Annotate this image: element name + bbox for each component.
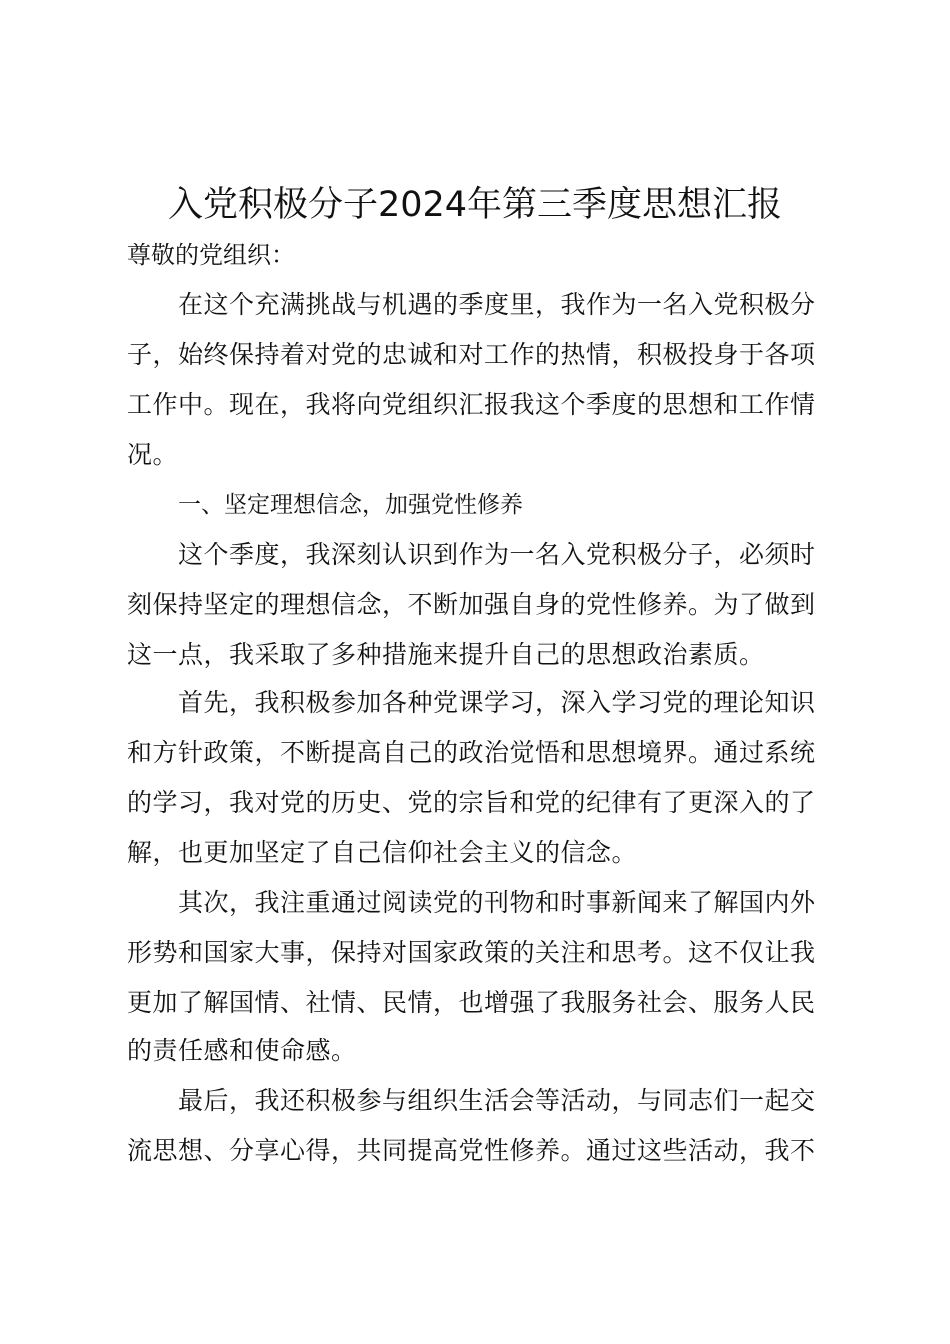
paragraph-line: 首先，我积极参加各种党课学习，深入学习党的理论知识 [178,688,816,717]
paragraph-line: 工作中。现在，我将向党组织汇报我这个季度的思想和工作情 [127,390,816,419]
paragraph-line: 子，始终保持着对党的忠诚和对工作的热情，积极投身于各项 [127,340,816,369]
paragraph-line: 其次，我注重通过阅读党的刊物和时事新闻来了解国内外 [178,888,816,917]
section-heading: 一、坚定理想信念，加强党性修养 [178,492,523,518]
paragraph-line: 更加了解国情、社情、民情，也增强了我服务社会、服务人民 [127,988,816,1017]
salutation: 尊敬的党组织： [127,241,295,269]
paragraph-line: 流思想、分享心得，共同提高党性修养。通过这些活动，我不 [127,1136,816,1165]
paragraph-line: 在这个充满挑战与机遇的季度里，我作为一名入党积极分 [178,290,816,319]
paragraph-line: 这一点，我采取了多种措施来提升自己的思想政治素质。 [127,640,765,669]
paragraph-line: 刻保持坚定的理想信念，不断加强自身的党性修养。为了做到 [127,590,816,619]
paragraph-line: 最后，我还积极参与组织生活会等活动，与同志们一起交 [178,1086,816,1115]
paragraph-line: 的责任感和使命感。 [127,1036,357,1065]
paragraph-line: 解，也更加坚定了自己信仰社会主义的信念。 [127,838,638,867]
paragraph-line: 这个季度，我深刻认识到作为一名入党积极分子，必须时 [178,540,816,569]
paragraph-line: 形势和国家大事，保持对国家政策的关注和思考。这不仅让我 [127,938,816,967]
paragraph-line: 况。 [127,440,179,469]
paragraph-line: 和方针政策，不断提高自己的政治觉悟和思想境界。通过系统 [127,738,816,767]
paragraph-line: 的学习，我对党的历史、党的宗旨和党的纪律有了更深入的了 [127,788,816,817]
document-title: 入党积极分子2024年第三季度思想汇报 [167,185,783,225]
